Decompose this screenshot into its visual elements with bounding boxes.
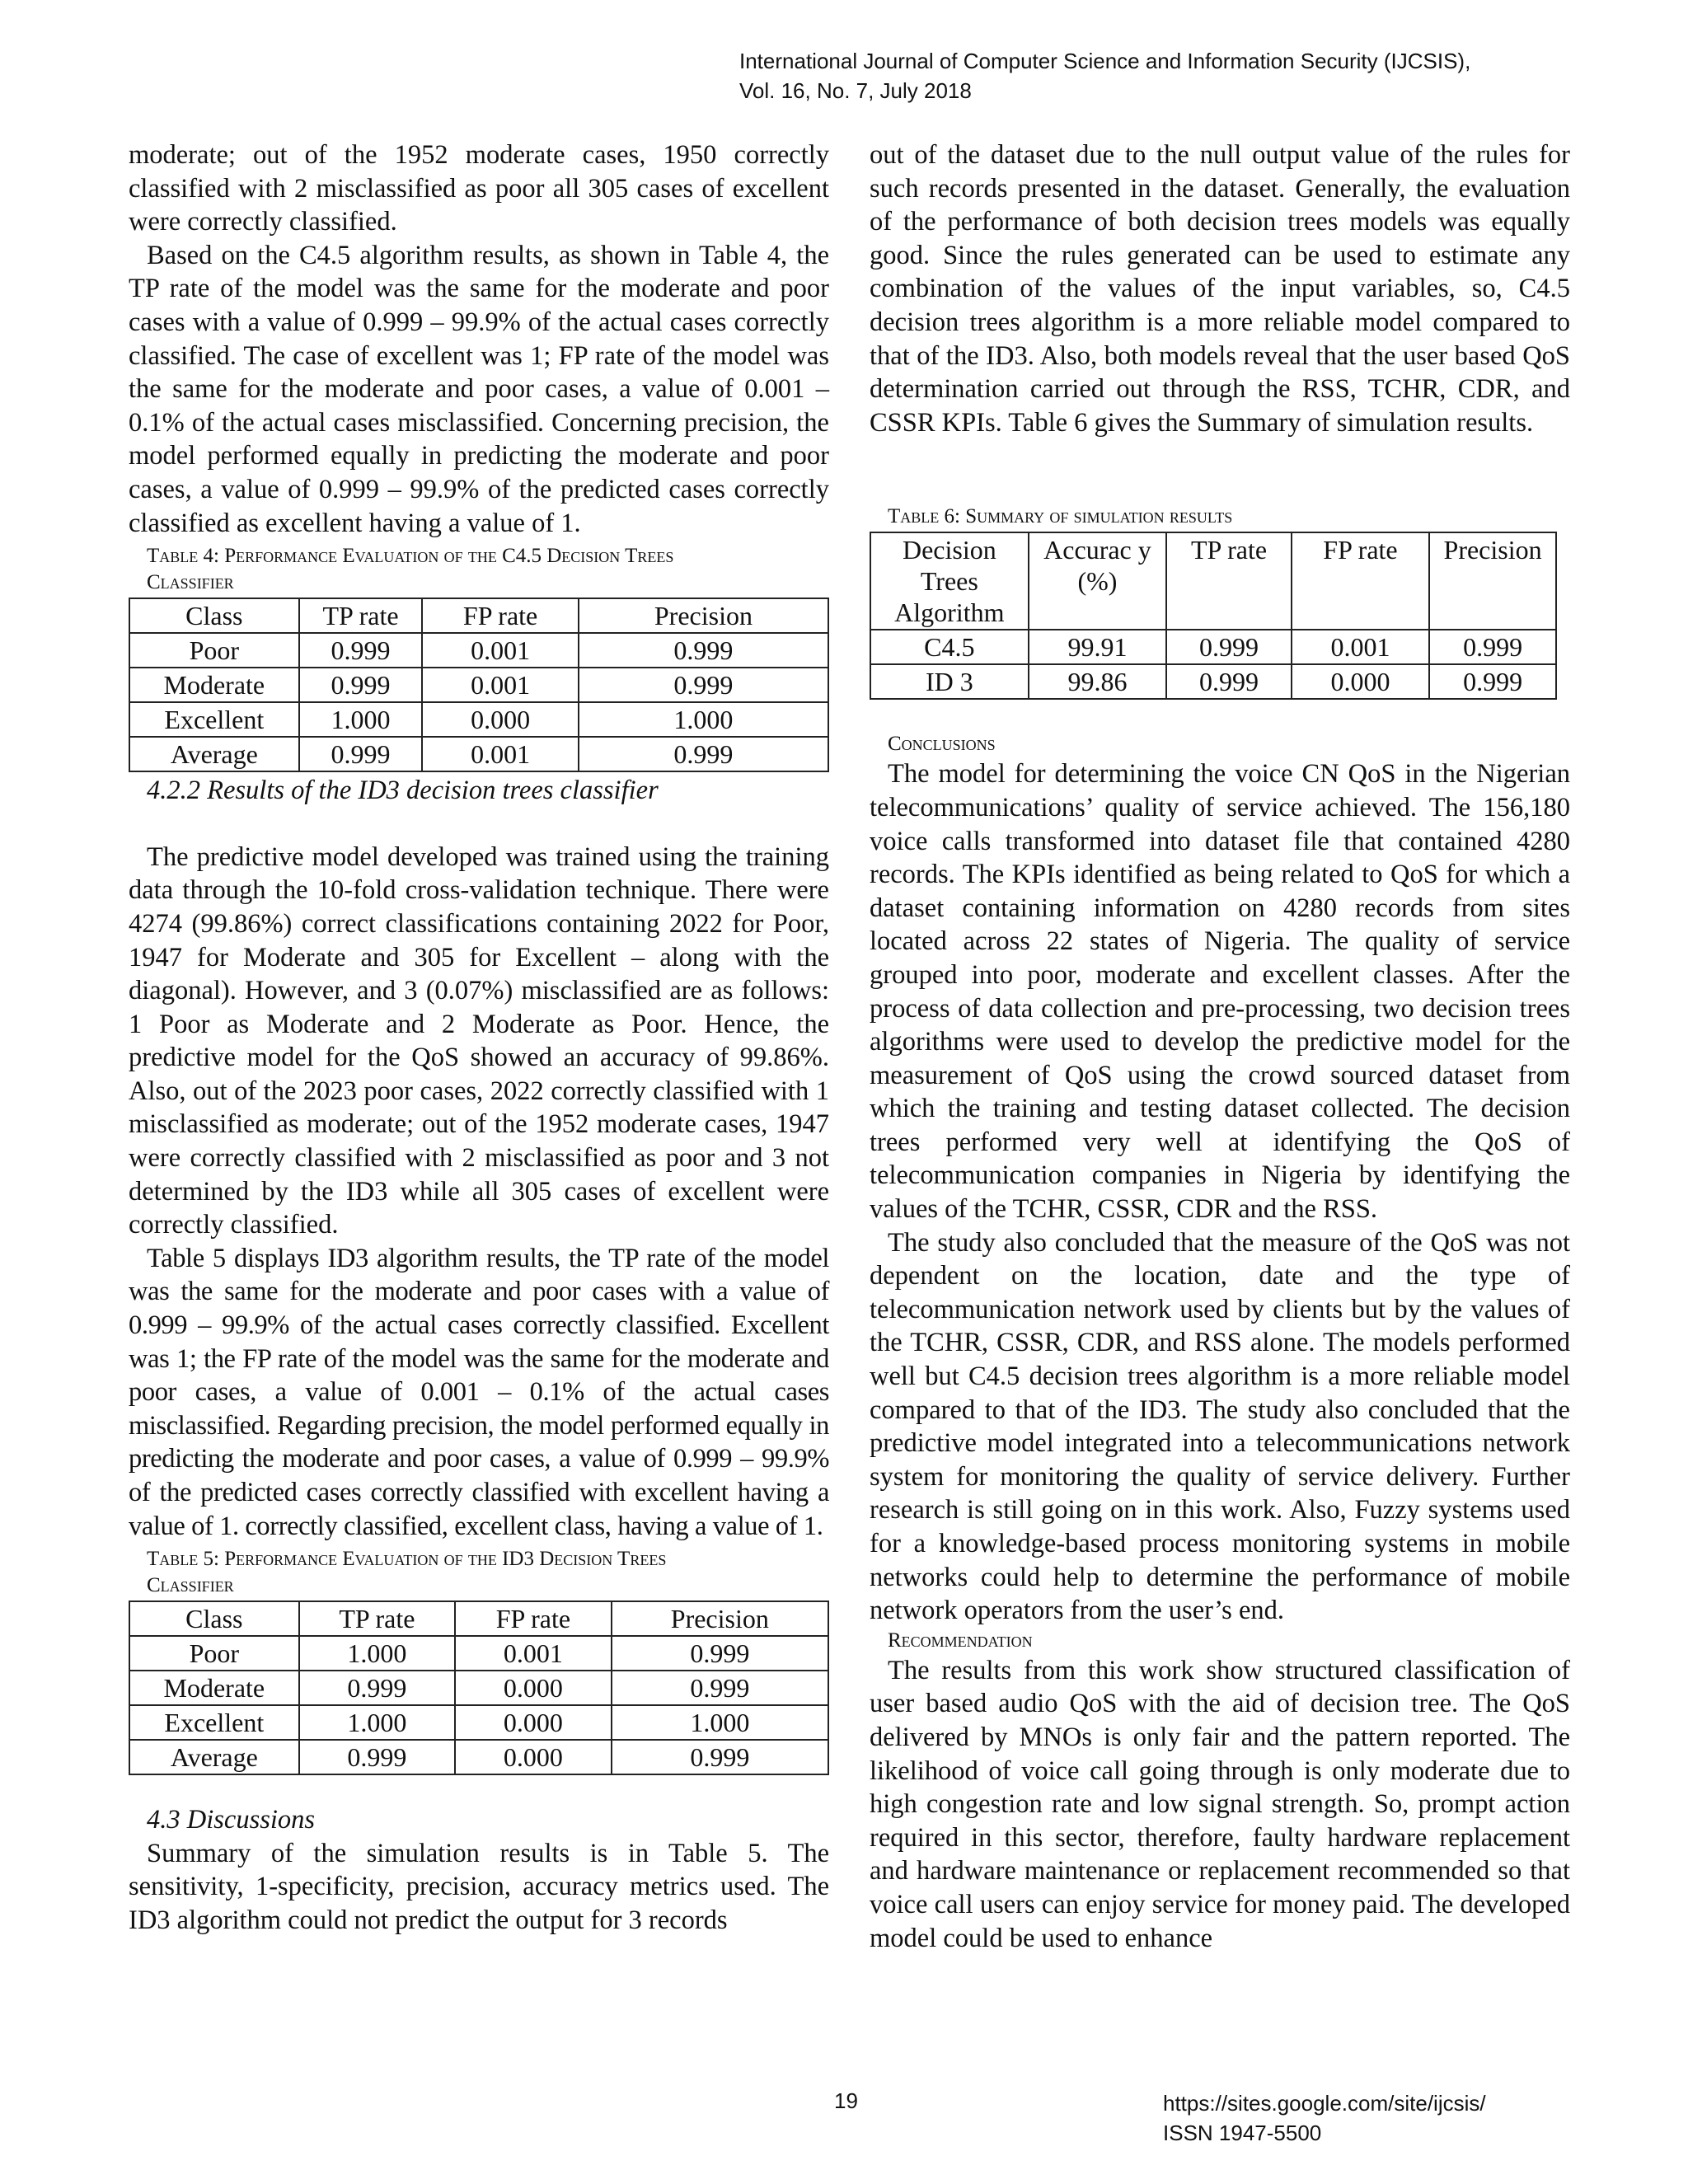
table-row: [870, 664, 1556, 699]
table-cell: 0.999: [579, 633, 828, 668]
column-header: Precision: [612, 1601, 828, 1636]
table4-caption-line: Classifier: [147, 571, 234, 594]
page-number: 19: [834, 2088, 858, 2113]
table-cell: Average: [129, 1740, 299, 1774]
column-header: FP rate: [1292, 532, 1429, 630]
footer-info: [1163, 2088, 1486, 2148]
table-row: [129, 1671, 828, 1705]
column-header: Class: [129, 598, 299, 633]
table-cell: 0.999: [579, 668, 828, 702]
paragraph: The predictive model developed was trained using the training data through the 10-fold cross-validation technique. There were 4274 (99.86%) correct classifications containing 2022 for Poor, 1947 for Moderate and 305 for Excellent – along with the diagonal). However, and 3 (0.07%) misclassified are as follows: 1 Poor as Moderate and 2 Moderate as Poor. Hence, the predictive model for the QoS showed an accuracy of 99.86%. Also, out of the 2023 poor cases, 2022 correctly classified with 1 misclassified as moderate; out of the 1952 moderate cases, 1947 were correctly classified with 2 misclassified as poor and 3 not determined by the ID3 while all 305 cases of excellent were correctly classified.: [129, 841, 829, 1240]
table-row: [129, 633, 828, 668]
paragraph: The model for determining the voice CN QoS in the Nigerian telecommunications’ quality of service achieved. The 156,180 voice calls transformed into dataset file that contained 4280 records. The KPIs identified as being related to QoS for which a dataset containing information on 4280 records from sites located across 22 states of Nigeria. The quality of service grouped into poor, moderate and excellent classes. After the process of data collection and pre-processing, two decision trees algorithms were used to develop the predictive model for the measurement of QoS using the crowd sourced dataset from which the training and testing dataset collected. The decision trees performed very well at identifying the QoS of telecommunication companies in Nigeria by identifying the values of the TCHR, CSSR, CDR and the RSS.: [870, 759, 1570, 1225]
table-row: [129, 702, 828, 737]
table-cell: Excellent: [129, 702, 299, 737]
table-cell: 0.999: [612, 1636, 828, 1671]
table6: [870, 532, 1557, 700]
right-column: [870, 138, 1570, 1955]
table6-caption: Table 6: Summary of simulation results: [888, 505, 1233, 528]
table-cell: 0.000: [455, 1705, 611, 1740]
table-cell: 1.000: [299, 1636, 455, 1671]
conclusions-heading: Conclusions: [888, 733, 996, 756]
column-header: Accurac y (%): [1029, 532, 1167, 630]
column-header: FP rate: [422, 598, 578, 633]
recommendation-heading: Recommendation: [888, 1629, 1033, 1652]
table-cell: 0.999: [1429, 664, 1556, 699]
table5-caption-line: Table 5: Performance Evaluation of the ID3 Decision Trees: [147, 1548, 667, 1571]
table-header-row: [129, 598, 828, 633]
footer-url: https://sites.google.com/site/ijcsis/: [1163, 2091, 1486, 2116]
table-cell: 1.000: [299, 1705, 455, 1740]
table-cell: 0.000: [422, 702, 578, 737]
paragraph: The results from this work show structured classification of user based audio QoS with the aid of decision tree. The QoS delivered by MNOs is only fair and the pattern reported. The likelihood of voice call going through is only moderate due to high congestion rate and low signal strength. So, prompt action required in this sector, therefore, faulty hardware replacement and hardware maintenance or replacement recommended so that voice call users can enjoy service for money paid. The developed model could be used to enhance: [870, 1655, 1570, 1953]
paragraph: out of the dataset due to the null output value of the rules for such records presented in the dataset. Generally, the evaluation of the performance of both decision trees models was equally good. Since the rules generated can be used to estimate any combination of the values of the input variables, so, C4.5 decision trees algorithm is a more reliable model compared to that of the ID3. Also, both models reveal that the user based QoS determination carried out through the RSS, TCHR, CDR, and CSSR KPIs. Table 6 gives the Summary of simulation results.: [870, 140, 1570, 438]
table-cell: Average: [129, 737, 299, 771]
table-cell: 0.001: [422, 668, 578, 702]
table-row: [870, 630, 1556, 664]
table-cell: Poor: [129, 633, 299, 668]
column-header: Precision: [579, 598, 828, 633]
journal-header: [739, 46, 1470, 105]
table-cell: Moderate: [129, 1671, 299, 1705]
table-cell: 0.001: [422, 737, 578, 771]
paragraph: Table 5 displays ID3 algorithm results, the TP rate of the model was the same for the moderate and poor cases with a value of 0.999 – 99.9% of the actual cases correctly classified. Excellent was 1; the FP rate of the model was the same for the moderate and poor cases, a value of 0.001 – 0.1% of the actual cases misclassified. Regarding precision, the model performed equally in predicting the moderate and poor cases, a value of 0.999 – 99.9% of the predicted cases correctly classified with excellent having a value of 1. correctly classified, excellent class, having a value of 1.: [129, 1243, 829, 1541]
table-row: [129, 1636, 828, 1671]
table-cell: 0.999: [299, 668, 423, 702]
column-header: Precision: [1429, 532, 1556, 630]
table-cell: 0.000: [455, 1671, 611, 1705]
table-cell: 0.999: [1166, 664, 1291, 699]
table-row: [129, 668, 828, 702]
table-cell: 0.999: [1166, 630, 1291, 664]
table-cell: 0.999: [1429, 630, 1556, 664]
journal-title: International Journal of Computer Science and Information Security (IJCSIS),: [739, 49, 1471, 73]
section-heading: 4.3 Discussions: [147, 1805, 316, 1835]
table-cell: 1.000: [612, 1705, 828, 1740]
table4-caption: [129, 543, 829, 596]
table-cell: ID 3: [870, 664, 1029, 699]
column-header: Decision Trees Algorithm: [870, 532, 1029, 630]
table-row: [129, 1740, 828, 1774]
paragraph: The study also concluded that the measure of the QoS was not dependent on the location, date and the type of telecommunication network used by clients but by the values of the TCHR, CSSR, CDR, and RSS alone. The models performed well but C4.5 decision trees algorithm is a more reliable model compared to that of the ID3. The study also concluded that the predictive model integrated into a telecommunications network system for monitoring the quality of service delivery. Further research is still going on in this work. Also, Fuzzy systems used for a knowledge-based process monitoring systems in mobile networks could help to determine the performance of mobile network operators from the user’s end.: [870, 1227, 1570, 1626]
paragraph: Summary of the simulation results is in Table 5. The sensitivity, 1-specificity, precision, accuracy metrics used. The ID3 algorithm could not predict the output for 3 records: [129, 1838, 829, 1935]
footer-issn: ISSN 1947-5500: [1163, 2121, 1322, 2145]
table-cell: Excellent: [129, 1705, 299, 1740]
table-cell: 0.999: [299, 633, 423, 668]
table5-caption: [129, 1546, 829, 1599]
table5: [129, 1601, 829, 1775]
table5-caption-line: Classifier: [147, 1574, 234, 1597]
table4-caption-line: Table 4: Performance Evaluation of the C4.5 Decision Trees: [147, 545, 674, 568]
column-header: TP rate: [299, 598, 423, 633]
table-row: [129, 737, 828, 771]
table-cell: 0.999: [299, 1671, 455, 1705]
paragraph: moderate; out of the 1952 moderate cases, 1950 correctly classified with 2 misclassified as poor all 305 cases of excellent were correctly classified.: [129, 140, 829, 237]
table-cell: 0.999: [612, 1740, 828, 1774]
table-cell: 1.000: [579, 702, 828, 737]
column-header: Class: [129, 1601, 299, 1636]
table-cell: 0.999: [579, 737, 828, 771]
column-header: TP rate: [299, 1601, 455, 1636]
column-header: FP rate: [455, 1601, 611, 1636]
column-header: TP rate: [1166, 532, 1291, 630]
table-cell: 0.001: [1292, 630, 1429, 664]
table-row: [129, 1705, 828, 1740]
table-cell: 0.000: [1292, 664, 1429, 699]
table-cell: 0.999: [299, 737, 423, 771]
table-cell: 99.91: [1029, 630, 1167, 664]
paragraph: Based on the C4.5 algorithm results, as shown in Table 4, the TP rate of the model was the same for the moderate and poor cases with a value of 0.999 – 99.9% of the actual cases correctly classified. The case of excellent was 1; FP rate of the model was the same for the moderate and poor cases, a value of 0.001 – 0.1% of the actual cases misclassified. Concerning precision, the model performed equally in predicting the moderate and poor cases, a value of 0.999 – 99.9% of the predicted cases correctly classified as excellent having a value of 1.: [129, 240, 829, 538]
table-cell: 0.999: [612, 1671, 828, 1705]
table4: [129, 598, 829, 772]
table-cell: 0.001: [422, 633, 578, 668]
table-header-row: [129, 1601, 828, 1636]
table-cell: 0.999: [299, 1740, 455, 1774]
table-cell: C4.5: [870, 630, 1029, 664]
left-column: [129, 138, 829, 1938]
table-cell: Poor: [129, 1636, 299, 1671]
table-header-row: [870, 532, 1556, 630]
table-cell: 0.001: [455, 1636, 611, 1671]
table-cell: Moderate: [129, 668, 299, 702]
table-cell: 0.000: [455, 1740, 611, 1774]
subsection-heading: 4.2.2 Results of the ID3 decision trees classifier: [147, 776, 659, 806]
journal-volume: Vol. 16, No. 7, July 2018: [739, 78, 972, 103]
table-cell: 99.86: [1029, 664, 1167, 699]
table-cell: 1.000: [299, 702, 423, 737]
